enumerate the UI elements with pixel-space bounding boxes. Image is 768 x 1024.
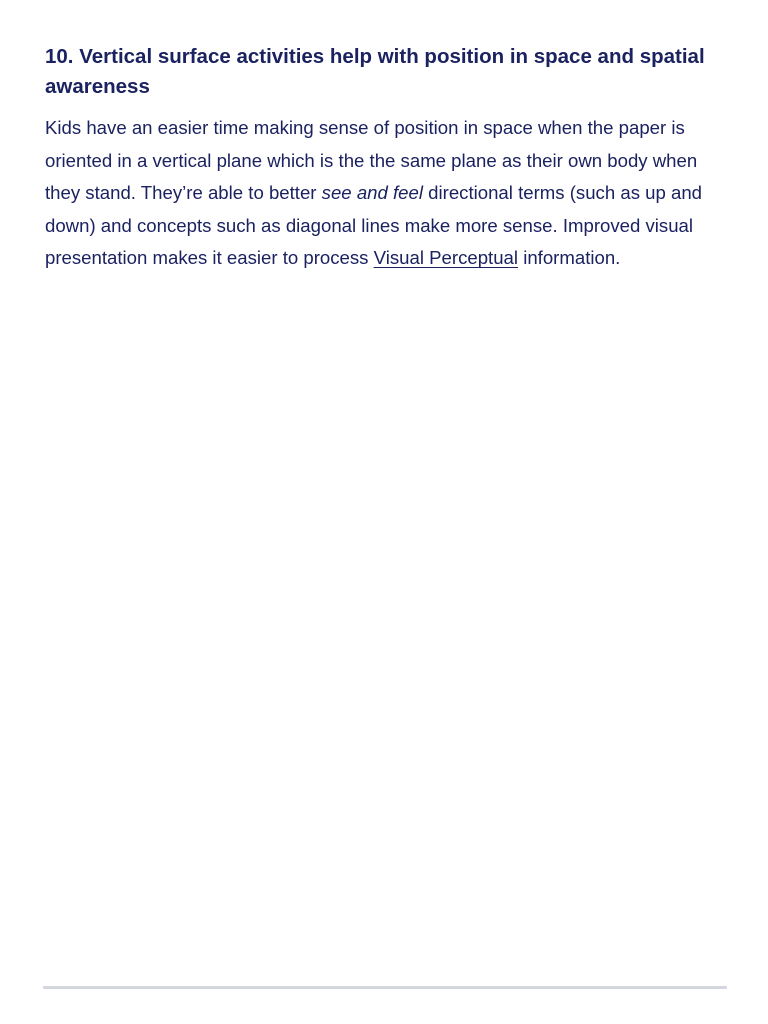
section-heading: 10. Vertical surface activities help with position in space and spatial awareness	[45, 45, 705, 98]
article-section	[45, 42, 733, 275]
emphasis-text: see and feel	[321, 182, 423, 204]
visual-perceptual-link[interactable]: Visual Perceptual	[373, 247, 519, 269]
body-paragraph	[45, 112, 733, 275]
bottom-divider	[43, 986, 727, 989]
paragraph-text-intro: Kids have an easier time making sense of position in space when the paper is oriented in a vertical plane which is the the same plane as their own body when they stand. They’re able to better	[45, 117, 698, 204]
paragraph-text-middle: directional terms (such as up and down) and concepts such as diagonal lines make more sense. Improved visual presentation makes it easier to process	[45, 182, 703, 269]
paragraph-text-end: information.	[518, 247, 621, 269]
